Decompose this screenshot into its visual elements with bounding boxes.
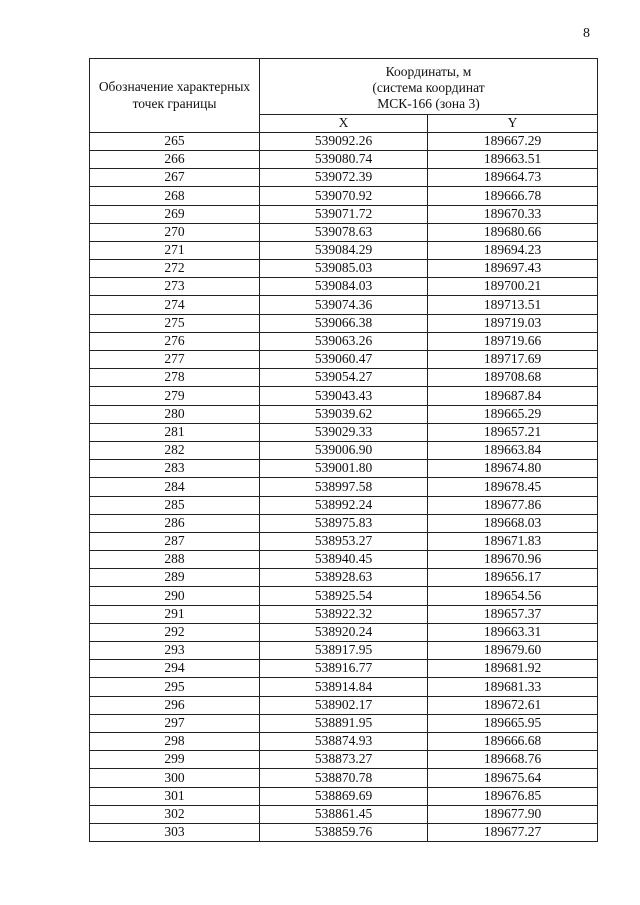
table-row xyxy=(90,751,598,769)
point-id-cell: 280 xyxy=(90,405,260,423)
x-coordinate-cell: 539078.63 xyxy=(260,223,428,241)
x-coordinate-cell: 538953.27 xyxy=(260,532,428,550)
table-row xyxy=(90,150,598,168)
coordinates-header xyxy=(260,59,598,115)
table-row xyxy=(90,769,598,787)
table-row xyxy=(90,332,598,350)
coordinates-header-line3: МСК-166 (зона 3) xyxy=(377,95,480,111)
table-row xyxy=(90,460,598,478)
x-coordinate-cell: 538891.95 xyxy=(260,714,428,732)
y-coordinate-cell: 189681.33 xyxy=(428,678,598,696)
table-row xyxy=(90,732,598,750)
y-coordinate-cell: 189654.56 xyxy=(428,587,598,605)
x-coordinate-cell: 538902.17 xyxy=(260,696,428,714)
point-id-cell: 296 xyxy=(90,696,260,714)
point-id-cell: 272 xyxy=(90,260,260,278)
y-coordinate-cell: 189663.84 xyxy=(428,441,598,459)
y-coordinate-cell: 189674.80 xyxy=(428,460,598,478)
point-id-cell: 298 xyxy=(90,732,260,750)
x-coordinate-cell: 538861.45 xyxy=(260,805,428,823)
point-id-cell: 297 xyxy=(90,714,260,732)
x-coordinate-cell: 538870.78 xyxy=(260,769,428,787)
y-coordinate-cell: 189666.68 xyxy=(428,732,598,750)
point-id-cell: 278 xyxy=(90,369,260,387)
point-id-cell: 269 xyxy=(90,205,260,223)
point-id-cell: 294 xyxy=(90,660,260,678)
x-coordinate-cell: 539084.03 xyxy=(260,278,428,296)
point-label-header: Обозначение характерных точек границы xyxy=(90,59,260,133)
y-coordinate-cell: 189668.03 xyxy=(428,514,598,532)
y-coordinate-cell: 189681.92 xyxy=(428,660,598,678)
point-id-cell: 284 xyxy=(90,478,260,496)
y-coordinate-cell: 189697.43 xyxy=(428,260,598,278)
y-coordinate-cell: 189668.76 xyxy=(428,751,598,769)
y-coordinate-cell: 189679.60 xyxy=(428,642,598,660)
y-column-header: Y xyxy=(428,115,598,133)
x-coordinate-cell: 539071.72 xyxy=(260,205,428,223)
table-row xyxy=(90,660,598,678)
x-coordinate-cell: 538873.27 xyxy=(260,751,428,769)
point-id-cell: 281 xyxy=(90,423,260,441)
x-coordinate-cell: 538917.95 xyxy=(260,642,428,660)
point-id-cell: 289 xyxy=(90,569,260,587)
x-coordinate-cell: 539063.26 xyxy=(260,332,428,350)
table-row xyxy=(90,405,598,423)
x-coordinate-cell: 539043.43 xyxy=(260,387,428,405)
table-row xyxy=(90,132,598,150)
coordinates-rows xyxy=(90,132,598,841)
x-coordinate-cell: 538859.76 xyxy=(260,823,428,841)
y-coordinate-cell: 189719.03 xyxy=(428,314,598,332)
x-column-header: X xyxy=(260,115,428,133)
x-coordinate-cell: 539054.27 xyxy=(260,369,428,387)
x-coordinate-cell: 539072.39 xyxy=(260,169,428,187)
x-coordinate-cell: 539070.92 xyxy=(260,187,428,205)
table-row xyxy=(90,223,598,241)
point-id-cell: 268 xyxy=(90,187,260,205)
x-coordinate-cell: 539060.47 xyxy=(260,351,428,369)
point-id-cell: 279 xyxy=(90,387,260,405)
y-coordinate-cell: 189708.68 xyxy=(428,369,598,387)
table-row xyxy=(90,514,598,532)
table-row xyxy=(90,387,598,405)
y-coordinate-cell: 189713.51 xyxy=(428,296,598,314)
x-coordinate-cell: 538928.63 xyxy=(260,569,428,587)
table-row xyxy=(90,205,598,223)
x-coordinate-cell: 538925.54 xyxy=(260,587,428,605)
table-row xyxy=(90,296,598,314)
y-coordinate-cell: 189664.73 xyxy=(428,169,598,187)
point-id-cell: 277 xyxy=(90,351,260,369)
point-id-cell: 286 xyxy=(90,514,260,532)
y-coordinate-cell: 189672.61 xyxy=(428,696,598,714)
x-coordinate-cell: 538992.24 xyxy=(260,496,428,514)
point-id-cell: 267 xyxy=(90,169,260,187)
table-row xyxy=(90,642,598,660)
point-id-cell: 282 xyxy=(90,441,260,459)
point-id-cell: 292 xyxy=(90,623,260,641)
table-row xyxy=(90,551,598,569)
y-coordinate-cell: 189680.66 xyxy=(428,223,598,241)
table-row xyxy=(90,696,598,714)
point-id-cell: 301 xyxy=(90,787,260,805)
y-coordinate-cell: 189657.37 xyxy=(428,605,598,623)
page-number: 8 xyxy=(583,26,590,41)
point-id-cell: 275 xyxy=(90,314,260,332)
point-id-cell: 303 xyxy=(90,823,260,841)
y-coordinate-cell: 189677.90 xyxy=(428,805,598,823)
coordinates-table xyxy=(89,58,598,842)
y-coordinate-cell: 189675.64 xyxy=(428,769,598,787)
x-coordinate-cell: 538940.45 xyxy=(260,551,428,569)
x-coordinate-cell: 538874.93 xyxy=(260,732,428,750)
table-row xyxy=(90,260,598,278)
point-id-cell: 299 xyxy=(90,751,260,769)
coordinates-header-line1: Координаты, м xyxy=(385,63,472,79)
point-id-cell: 271 xyxy=(90,241,260,259)
point-id-cell: 288 xyxy=(90,551,260,569)
y-coordinate-cell: 189663.31 xyxy=(428,623,598,641)
point-id-cell: 283 xyxy=(90,460,260,478)
table-row xyxy=(90,805,598,823)
y-coordinate-cell: 189665.29 xyxy=(428,405,598,423)
x-coordinate-cell: 539066.38 xyxy=(260,314,428,332)
x-coordinate-cell: 538975.83 xyxy=(260,514,428,532)
y-coordinate-cell: 189717.69 xyxy=(428,351,598,369)
table-row xyxy=(90,278,598,296)
x-coordinate-cell: 538914.84 xyxy=(260,678,428,696)
table-row xyxy=(90,169,598,187)
y-coordinate-cell: 189677.27 xyxy=(428,823,598,841)
y-coordinate-cell: 189694.23 xyxy=(428,241,598,259)
point-id-cell: 291 xyxy=(90,605,260,623)
table-row xyxy=(90,714,598,732)
point-id-cell: 295 xyxy=(90,678,260,696)
x-coordinate-cell: 538920.24 xyxy=(260,623,428,641)
table-row xyxy=(90,241,598,259)
point-id-cell: 265 xyxy=(90,132,260,150)
table-row xyxy=(90,441,598,459)
x-coordinate-cell: 539001.80 xyxy=(260,460,428,478)
point-id-cell: 274 xyxy=(90,296,260,314)
x-coordinate-cell: 539092.26 xyxy=(260,132,428,150)
x-coordinate-cell: 539039.62 xyxy=(260,405,428,423)
y-coordinate-cell: 189667.29 xyxy=(428,132,598,150)
point-id-cell: 276 xyxy=(90,332,260,350)
point-id-cell: 302 xyxy=(90,805,260,823)
table-row xyxy=(90,532,598,550)
y-coordinate-cell: 189677.86 xyxy=(428,496,598,514)
point-id-cell: 273 xyxy=(90,278,260,296)
y-coordinate-cell: 189657.21 xyxy=(428,423,598,441)
table-row xyxy=(90,423,598,441)
x-coordinate-cell: 539085.03 xyxy=(260,260,428,278)
y-coordinate-cell: 189671.83 xyxy=(428,532,598,550)
x-coordinate-cell: 539029.33 xyxy=(260,423,428,441)
table-row xyxy=(90,369,598,387)
y-coordinate-cell: 189687.84 xyxy=(428,387,598,405)
x-coordinate-cell: 539080.74 xyxy=(260,150,428,168)
table-row xyxy=(90,823,598,841)
point-id-cell: 285 xyxy=(90,496,260,514)
x-coordinate-cell: 539074.36 xyxy=(260,296,428,314)
y-coordinate-cell: 189666.78 xyxy=(428,187,598,205)
x-coordinate-cell: 538869.69 xyxy=(260,787,428,805)
table-row xyxy=(90,605,598,623)
y-coordinate-cell: 189656.17 xyxy=(428,569,598,587)
table-row xyxy=(90,623,598,641)
point-id-cell: 290 xyxy=(90,587,260,605)
table-row xyxy=(90,187,598,205)
table-row xyxy=(90,314,598,332)
y-coordinate-cell: 189700.21 xyxy=(428,278,598,296)
table-row xyxy=(90,478,598,496)
table-row xyxy=(90,496,598,514)
point-id-cell: 270 xyxy=(90,223,260,241)
y-coordinate-cell: 189670.33 xyxy=(428,205,598,223)
y-coordinate-cell: 189676.85 xyxy=(428,787,598,805)
table-row xyxy=(90,569,598,587)
x-coordinate-cell: 539006.90 xyxy=(260,441,428,459)
x-coordinate-cell: 539084.29 xyxy=(260,241,428,259)
table-row xyxy=(90,787,598,805)
y-coordinate-cell: 189719.66 xyxy=(428,332,598,350)
table-row xyxy=(90,587,598,605)
coordinates-header-line2: (система координат xyxy=(372,79,485,95)
y-coordinate-cell: 189670.96 xyxy=(428,551,598,569)
table-row xyxy=(90,678,598,696)
point-id-cell: 293 xyxy=(90,642,260,660)
table-row xyxy=(90,351,598,369)
point-id-cell: 287 xyxy=(90,532,260,550)
y-coordinate-cell: 189678.45 xyxy=(428,478,598,496)
x-coordinate-cell: 538922.32 xyxy=(260,605,428,623)
point-id-cell: 266 xyxy=(90,150,260,168)
x-coordinate-cell: 538916.77 xyxy=(260,660,428,678)
point-id-cell: 300 xyxy=(90,769,260,787)
y-coordinate-cell: 189665.95 xyxy=(428,714,598,732)
y-coordinate-cell: 189663.51 xyxy=(428,150,598,168)
x-coordinate-cell: 538997.58 xyxy=(260,478,428,496)
